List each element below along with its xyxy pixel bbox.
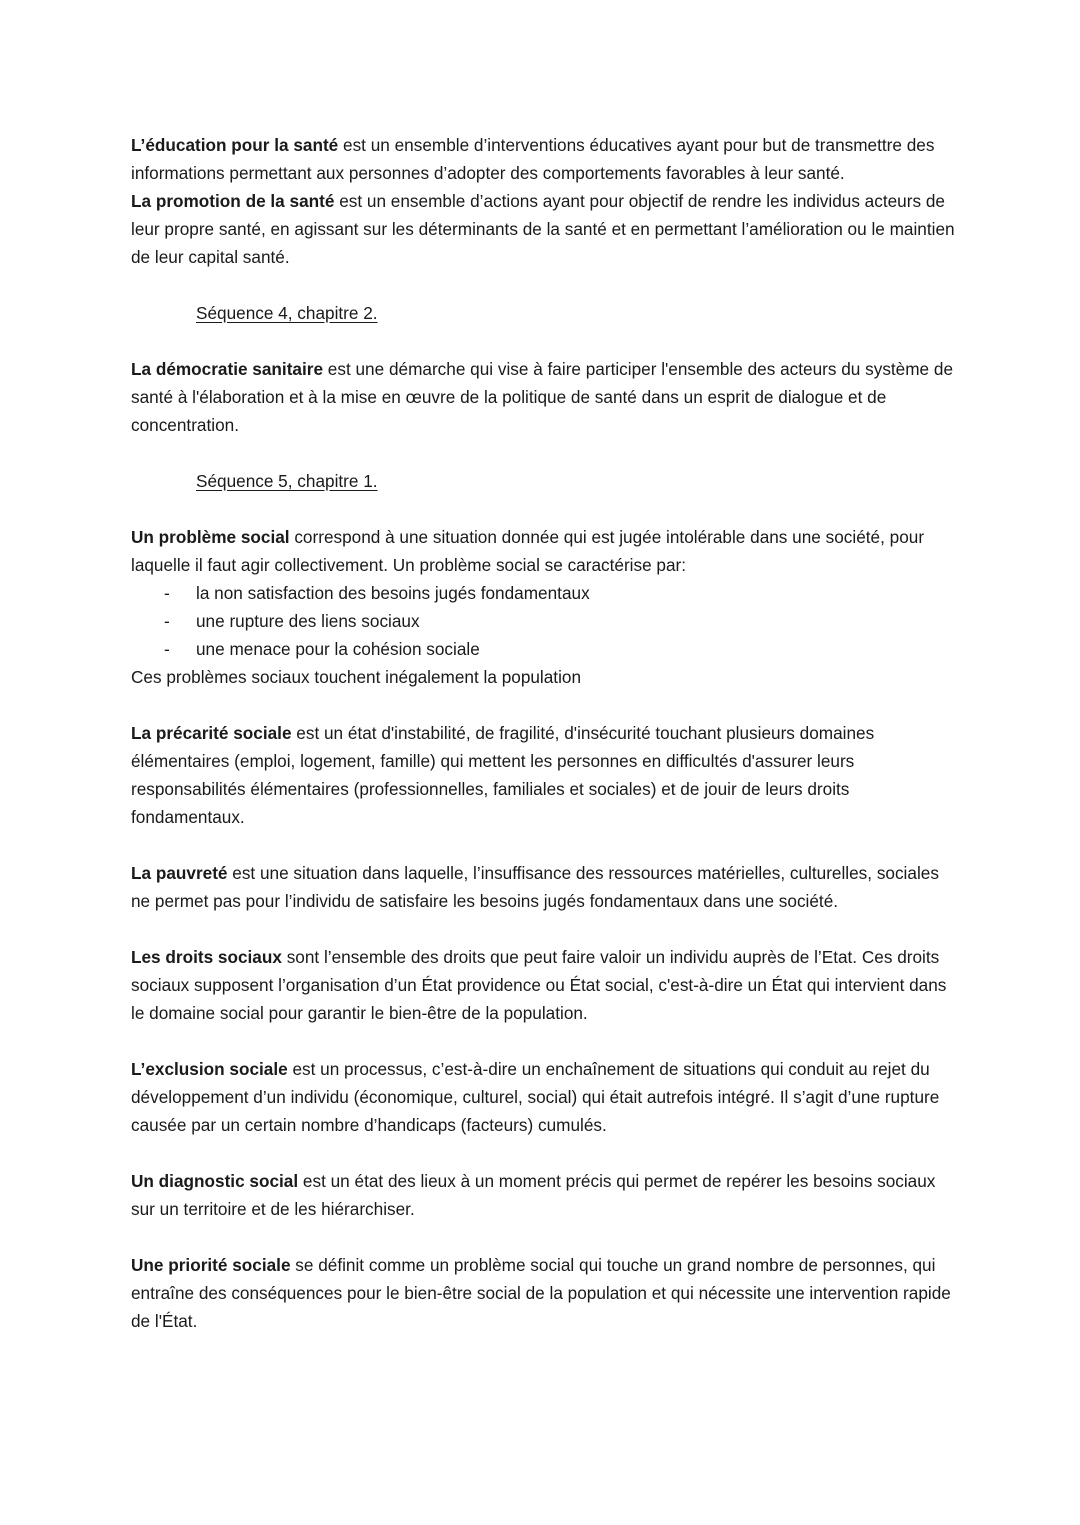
definition-text: est un ensemble d’actions ayant pour objectif de rendre les individus acteurs de leur propre santé, en agissant sur les déterminants de la santé et en permettant l’amélioration ou le maintien de leur capital santé. bbox=[131, 191, 955, 267]
definition-diagnostic-social bbox=[131, 1167, 961, 1223]
section-heading-sequence-4: Séquence 4, chapitre 2. bbox=[196, 303, 378, 323]
definition-term: La pauvreté bbox=[131, 863, 228, 883]
definition-democratie-sanitaire bbox=[131, 355, 961, 439]
definition-term: Un problème social bbox=[131, 527, 290, 547]
definition-term: Les droits sociaux bbox=[131, 947, 282, 967]
definition-text: est une situation dans laquelle, l’insuffisance des ressources matérielles, culturelles, sociales ne permet pas pour l’individu de satisfaire les besoins jugés fondamentaux dans une société. bbox=[131, 863, 939, 911]
list-item: - une menace pour la cohésion sociale bbox=[131, 635, 961, 663]
definition-term: La précarité sociale bbox=[131, 723, 292, 743]
definition-precarite-sociale bbox=[131, 719, 961, 831]
definition-text: est un état d'instabilité, de fragilité, d'insécurité touchant plusieurs domaines élémentaires (emploi, logement, famille) qui mettent les personnes en difficultés d'assurer leurs responsabilités élémentaires (professionnelles, familiales et sociales) et de jouir de leurs droits fondamentaux. bbox=[131, 723, 875, 827]
definition-term: La démocratie sanitaire bbox=[131, 359, 324, 379]
closing-sentence: Ces problèmes sociaux touchent inégalement la population bbox=[131, 667, 582, 687]
document-page bbox=[131, 131, 961, 1335]
definition-pauvrete bbox=[131, 859, 961, 915]
definition-term: Une priorité sociale bbox=[131, 1255, 291, 1275]
list-item: - la non satisfaction des besoins jugés fondamentaux bbox=[131, 579, 961, 607]
definition-text: sont l’ensemble des droits que peut faire valoir un individu auprès de l’Etat. Ces droits sociaux supposent l’organisation d’un État providence ou État social, c'est-à-dire un État qui intervient dans le domaine social pour garantir le bien-être de la population. bbox=[131, 947, 947, 1023]
definition-term: La promotion de la santé bbox=[131, 191, 335, 211]
definition-promotion-sante bbox=[131, 187, 961, 271]
bullet-list bbox=[131, 579, 961, 663]
definition-text: est un ensemble d’interventions éducatives ayant pour but de transmettre des informations permettant aux personnes d’adopter des comportements favorables à leur santé. bbox=[131, 135, 935, 183]
definition-term: L’éducation pour la santé bbox=[131, 135, 339, 155]
definition-text: se définit comme un problème social qui touche un grand nombre de personnes, qui entraîne des conséquences pour le bien-être social de la population et qui nécessite une intervention rapide de l'État. bbox=[131, 1255, 951, 1331]
section-heading-sequence-5: Séquence 5, chapitre 1. bbox=[196, 471, 378, 491]
definition-education-sante bbox=[131, 131, 961, 187]
definition-text: est un état des lieux à un moment précis qui permet de repérer les besoins sociaux sur un territoire et de les hiérarchiser. bbox=[131, 1171, 936, 1219]
definition-priorite-sociale bbox=[131, 1251, 961, 1335]
definition-term: Un diagnostic social bbox=[131, 1171, 299, 1191]
definition-text: est un processus, c’est-à-dire un enchaînement de situations qui conduit au rejet du développement d’un individu (économique, culturel, social) qui était autrefois intégré. Il s’agit d’une rupture causée par un certain nombre d’handicaps (facteurs) cumulés. bbox=[131, 1059, 940, 1135]
definition-term: L’exclusion sociale bbox=[131, 1059, 288, 1079]
definition-probleme-social bbox=[131, 523, 961, 579]
definition-text: correspond à une situation donnée qui est jugée intolérable dans une société, pour laquelle il faut agir collectivement. Un problème social se caractérise par: bbox=[131, 527, 925, 575]
definition-exclusion-sociale bbox=[131, 1055, 961, 1139]
list-item: - une rupture des liens sociaux bbox=[131, 607, 961, 635]
definition-text: est une démarche qui vise à faire participer l'ensemble des acteurs du système de santé à l'élaboration et à la mise en œuvre de la politique de santé dans un esprit de dialogue et de concentration. bbox=[131, 359, 954, 435]
definition-droits-sociaux bbox=[131, 943, 961, 1027]
